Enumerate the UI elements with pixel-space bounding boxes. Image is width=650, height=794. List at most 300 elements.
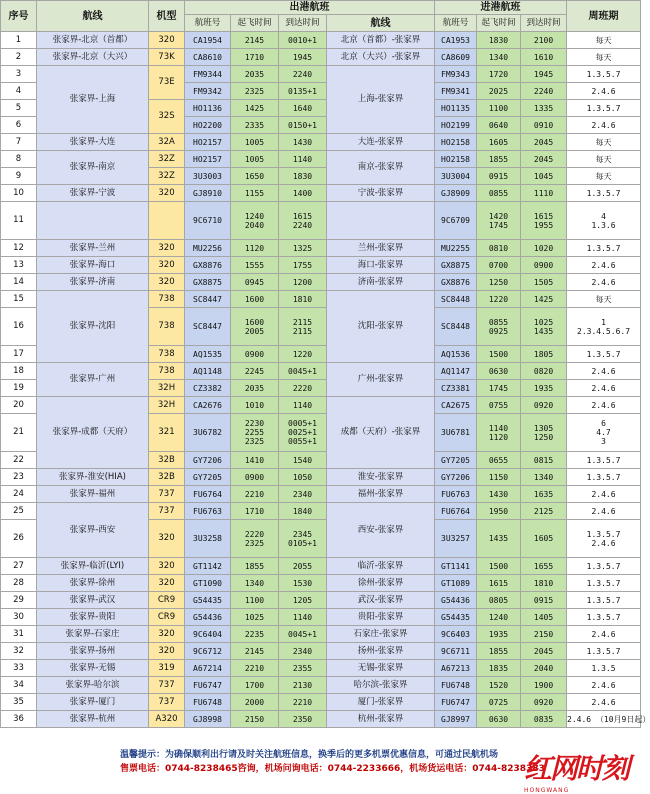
flight-no-in-cell: HO2158: [435, 151, 477, 168]
flight-no-in-cell: 9C6709: [435, 202, 477, 240]
aircraft-model-cell: 320: [149, 274, 185, 291]
dep-time-cell: 2210: [231, 660, 279, 677]
header-dep-time: 起飞时间: [231, 15, 279, 32]
dep-time-cell: 2000: [231, 694, 279, 711]
flight-no-cell: HO2200: [185, 117, 231, 134]
aircraft-model-cell: 320: [149, 32, 185, 49]
dep-time-in-cell: 1615: [477, 575, 521, 592]
dep-time-in-cell: 1240: [477, 609, 521, 626]
flight-no-cell: FM9342: [185, 83, 231, 100]
sub-dep: 2325: [244, 538, 265, 548]
flight-no-cell: CA2676: [185, 397, 231, 414]
flight-no-cell: 3U3258: [185, 520, 231, 558]
aircraft-model-cell: 320: [149, 626, 185, 643]
arr-time-cell: 1840: [279, 503, 327, 520]
arr-time-in-cell: [521, 414, 567, 452]
flight-no-cell: GT1142: [185, 558, 231, 575]
header-arr-time-in: 到达时间: [521, 15, 567, 32]
weekday-cell: 2.4.6 （10月9日起）: [567, 711, 641, 728]
dep-time-cell: 1025: [231, 609, 279, 626]
flight-no-cell: CA8610: [185, 49, 231, 66]
flight-no-cell: 3U3003: [185, 168, 231, 185]
sub-arr: 1615: [533, 211, 554, 221]
dep-time-cell: 1710: [231, 503, 279, 520]
dep-time-in-cell: 0915: [477, 168, 521, 185]
arr-time-cell: 0010+1: [279, 32, 327, 49]
table-row: [1, 202, 641, 240]
dep-time-in-cell: 1150: [477, 469, 521, 486]
dep-time-cell: 1340: [231, 575, 279, 592]
aircraft-model-cell: CR9: [149, 609, 185, 626]
table-row: [1, 66, 641, 83]
flight-no-in-cell: CZ3381: [435, 380, 477, 397]
seq-cell: 2: [1, 49, 37, 66]
footer: [0, 741, 640, 794]
dep-time-in-cell: 1250: [477, 274, 521, 291]
header-outbound: 出港航班: [185, 1, 435, 15]
table-row: [1, 397, 641, 414]
weekday-cell: 1.3.5.7: [567, 346, 641, 363]
route-in-cell: 广州-张家界: [327, 363, 435, 397]
route-in-cell: 贵阳-张家界: [327, 609, 435, 626]
flight-no-cell: G54435: [185, 592, 231, 609]
seq-cell: 36: [1, 711, 37, 728]
flight-no-cell: HO2157: [185, 134, 231, 151]
weekday-cell: 每天: [567, 151, 641, 168]
route-out-cell: 张家界-无锡: [37, 660, 149, 677]
dep-time-cell: 1005: [231, 134, 279, 151]
seq-cell: 4: [1, 83, 37, 100]
weekday-cell: 2.4.6: [567, 274, 641, 291]
flight-no-in-cell: 3U3004: [435, 168, 477, 185]
dep-time-in-cell: 0810: [477, 240, 521, 257]
flight-no-cell: AQ1535: [185, 346, 231, 363]
dep-time-in-cell: 1935: [477, 626, 521, 643]
flight-no-cell: A67214: [185, 660, 231, 677]
flight-no-in-cell: FU6747: [435, 694, 477, 711]
arr-time-cell: 2210: [279, 694, 327, 711]
aircraft-model-cell: 738: [149, 308, 185, 346]
route-out-cell: 张家界-上海: [37, 66, 149, 134]
flight-no-cell: SC8447: [185, 291, 231, 308]
dep-time-cell: 1155: [231, 185, 279, 202]
arr-time-cell: 1140: [279, 609, 327, 626]
arr-time-cell: 1640: [279, 100, 327, 117]
weekday-cell: 1.3.5.7: [567, 469, 641, 486]
aircraft-model-cell: 32Z: [149, 151, 185, 168]
arr-time-in-cell: [521, 308, 567, 346]
arr-time-in-cell: 1110: [521, 185, 567, 202]
dep-time-in-cell: 1830: [477, 32, 521, 49]
route-out-cell: 张家界-广州: [37, 363, 149, 397]
arr-time-cell: 1200: [279, 274, 327, 291]
arr-time-cell: 2350: [279, 711, 327, 728]
flight-no-in-cell: SC8448: [435, 291, 477, 308]
aircraft-model-cell: 738: [149, 346, 185, 363]
arr-time-cell: 1140: [279, 151, 327, 168]
dep-time-cell: 0945: [231, 274, 279, 291]
flight-no-cell: 3U6782: [185, 414, 231, 452]
flight-no-in-cell: FU6763: [435, 486, 477, 503]
table-row: [1, 486, 641, 503]
flight-no-cell: CA1954: [185, 32, 231, 49]
flight-no-cell: FU6748: [185, 694, 231, 711]
seq-cell: 20: [1, 397, 37, 414]
dep-time-cell: 1710: [231, 49, 279, 66]
arr-time-in-cell: 1405: [521, 609, 567, 626]
dep-time-cell: 1100: [231, 592, 279, 609]
dep-time-cell: 1555: [231, 257, 279, 274]
route-in-cell: 北京（首都）-张家界: [327, 32, 435, 49]
weekday-cell: 1.3.5.7: [567, 240, 641, 257]
dep-time-in-cell: 0755: [477, 397, 521, 414]
table-row: [1, 240, 641, 257]
seq-cell: 8: [1, 151, 37, 168]
table-row: [1, 469, 641, 486]
weekday-cell: 每天: [567, 32, 641, 49]
arr-time-in-cell: 0820: [521, 363, 567, 380]
flight-no-in-cell: HO2199: [435, 117, 477, 134]
arr-time-cell: 2340: [279, 486, 327, 503]
route-out-cell: 张家界-临沂(LYI): [37, 558, 149, 575]
flight-no-in-cell: FM9341: [435, 83, 477, 100]
seq-cell: 35: [1, 694, 37, 711]
flight-no-in-cell: CA8609: [435, 49, 477, 66]
arr-time-in-cell: 1635: [521, 486, 567, 503]
arr-time-in-cell: 2045: [521, 643, 567, 660]
weekday-cell: 2.4.6: [567, 677, 641, 694]
route-in-cell: 徐州-张家界: [327, 575, 435, 592]
weekday-cell: [567, 308, 641, 346]
seq-cell: 16: [1, 308, 37, 346]
dep-time-in-cell: 0855: [477, 185, 521, 202]
dep-time-in-cell: 2025: [477, 83, 521, 100]
arr-time-in-cell: 1805: [521, 346, 567, 363]
route-out-cell: 张家界-厦门: [37, 694, 149, 711]
flight-no-in-cell: GY7205: [435, 452, 477, 469]
arr-time-in-cell: 1335: [521, 100, 567, 117]
seq-cell: 21: [1, 414, 37, 452]
header-inbound: 进港航班: [435, 1, 567, 15]
route-out-cell: 张家界-兰州: [37, 240, 149, 257]
header-dep-time-in: 起飞时间: [477, 15, 521, 32]
flight-no-in-cell: GY7206: [435, 469, 477, 486]
route-out-cell: 张家界-哈尔滨: [37, 677, 149, 694]
sub-wk: 6: [601, 419, 606, 428]
sub-arr: 1605: [533, 534, 554, 543]
logo-subtext: HONGWANG: [524, 787, 570, 794]
arr-time-cell: 1205: [279, 592, 327, 609]
weekday-cell: 2.4.6: [567, 257, 641, 274]
seq-cell: 28: [1, 575, 37, 592]
table-row: [1, 711, 641, 728]
route-in-cell: 西安-张家界: [327, 503, 435, 558]
seq-cell: 29: [1, 592, 37, 609]
dep-time-in-cell: 1855: [477, 643, 521, 660]
aircraft-model-cell: 32H: [149, 397, 185, 414]
flight-no-in-cell: 9C6711: [435, 643, 477, 660]
aircraft-model-cell: 320: [149, 643, 185, 660]
weekday-cell: 2.4.6: [567, 503, 641, 520]
route-out-cell: 张家界-北京（大兴）: [37, 49, 149, 66]
route-in-cell: 宁波-张家界: [327, 185, 435, 202]
seq-cell: 17: [1, 346, 37, 363]
weekday-cell: 2.4.6: [567, 380, 641, 397]
aircraft-model-cell: 320: [149, 575, 185, 592]
dep-time-cell: [231, 520, 279, 558]
arr-time-cell: 0135+1: [279, 83, 327, 100]
dep-time-cell: 1010: [231, 397, 279, 414]
arr-time-cell: 0045+1: [279, 363, 327, 380]
arr-time-cell: 2355: [279, 660, 327, 677]
arr-time-cell: 1945: [279, 49, 327, 66]
route-out-cell: 张家界-北京（首都）: [37, 32, 149, 49]
dep-time-in-cell: [477, 202, 521, 240]
seq-cell: 23: [1, 469, 37, 486]
route-out-cell: 张家界-宁波: [37, 185, 149, 202]
table-row: [1, 643, 641, 660]
route-out-cell: 张家界-淮安(HIA): [37, 469, 149, 486]
dep-time-in-cell: 1720: [477, 66, 521, 83]
arr-time-in-cell: 0920: [521, 397, 567, 414]
seq-cell: 27: [1, 558, 37, 575]
flight-no-cell: HO1136: [185, 100, 231, 117]
sub-dep: 2325: [244, 437, 265, 446]
dep-time-in-cell: 1835: [477, 660, 521, 677]
arr-time-in-cell: 1610: [521, 49, 567, 66]
sub-arr: 0055+1: [288, 437, 317, 446]
weekday-cell: 1.3.5.7: [567, 66, 641, 83]
arr-time-in-cell: 0835: [521, 711, 567, 728]
sub-dep: 1435: [488, 534, 509, 543]
weekday-cell: 每天: [567, 168, 641, 185]
route-in-cell: 厦门-张家界: [327, 694, 435, 711]
route-out-cell: 张家界-贵阳: [37, 609, 149, 626]
arr-time-in-cell: 0815: [521, 452, 567, 469]
table-row: [1, 503, 641, 520]
dep-time-in-cell: 0700: [477, 257, 521, 274]
flight-no-in-cell: CA1953: [435, 32, 477, 49]
flight-no-cell: G54436: [185, 609, 231, 626]
dep-time-in-cell: 1430: [477, 486, 521, 503]
weekday-cell: 2.4.6: [567, 117, 641, 134]
sub-dep: 0925: [488, 326, 509, 336]
dep-time-cell: 0900: [231, 346, 279, 363]
route-out-cell: 张家界-海口: [37, 257, 149, 274]
sub-wk: 1: [601, 317, 606, 327]
dep-time-in-cell: 1100: [477, 100, 521, 117]
aircraft-model-cell: 737: [149, 503, 185, 520]
sub-arr: 0105+1: [288, 538, 317, 548]
seq-cell: 31: [1, 626, 37, 643]
flight-no-in-cell: CA2675: [435, 397, 477, 414]
route-out-cell: 张家界-沈阳: [37, 291, 149, 363]
weekday-cell: 2.4.6: [567, 397, 641, 414]
flight-no-cell: FU6747: [185, 677, 231, 694]
weekday-cell: 1.3.5.7: [567, 609, 641, 626]
arr-time-in-cell: 2150: [521, 626, 567, 643]
flight-no-cell: HO2157: [185, 151, 231, 168]
flight-no-in-cell: 3U6781: [435, 414, 477, 452]
dep-time-cell: 1425: [231, 100, 279, 117]
dep-time-cell: 2145: [231, 32, 279, 49]
table-row: [1, 291, 641, 308]
sub-dep: 2255: [244, 428, 265, 437]
flight-no-in-cell: G54435: [435, 609, 477, 626]
arr-time-cell: [279, 202, 327, 240]
dep-time-cell: 0900: [231, 469, 279, 486]
route-in-cell: 哈尔滨-张家界: [327, 677, 435, 694]
route-in-cell: 济南-张家界: [327, 274, 435, 291]
weekday-cell: 1.3.5.7: [567, 558, 641, 575]
aircraft-model-cell: 32Z: [149, 168, 185, 185]
sub-arr: 2115: [292, 317, 313, 327]
arr-time-cell: 2220: [279, 380, 327, 397]
route-in-cell: [327, 202, 435, 240]
header-route-in: 航线: [327, 15, 435, 32]
route-in-cell: 无锡-张家界: [327, 660, 435, 677]
arr-time-in-cell: 2100: [521, 32, 567, 49]
route-out-cell: 张家界-济南: [37, 274, 149, 291]
arr-time-cell: 1220: [279, 346, 327, 363]
table-row: [1, 694, 641, 711]
sub-dep: 2230: [244, 419, 265, 428]
aircraft-model-cell: 73K: [149, 49, 185, 66]
sub-dep: 1745: [488, 220, 509, 230]
arr-time-in-cell: 1045: [521, 168, 567, 185]
aircraft-model-cell: 737: [149, 694, 185, 711]
flight-no-in-cell: GT1089: [435, 575, 477, 592]
aircraft-model-cell: 32A: [149, 134, 185, 151]
sub-wk: 3: [601, 437, 606, 446]
aircraft-model-cell: A320: [149, 711, 185, 728]
arr-time-cell: 0150+1: [279, 117, 327, 134]
table-row: [1, 575, 641, 592]
arr-time-cell: [279, 308, 327, 346]
dep-time-in-cell: 1220: [477, 291, 521, 308]
flight-no-cell: 9C6710: [185, 202, 231, 240]
route-in-cell: 上海-张家界: [327, 66, 435, 134]
dep-time-cell: 2335: [231, 117, 279, 134]
weekday-cell: 2.4.6: [567, 83, 641, 100]
flight-no-in-cell: AQ1147: [435, 363, 477, 380]
flight-no-cell: MU2256: [185, 240, 231, 257]
flight-no-cell: CZ3382: [185, 380, 231, 397]
seq-cell: 5: [1, 100, 37, 117]
footer-phones: 售票电话：0744-8238465咨询，机场问询电话：0744-2233666，机场货运电话：0744-8238383: [120, 764, 545, 774]
arr-time-cell: 1400: [279, 185, 327, 202]
table-row: [1, 274, 641, 291]
route-in-cell: 沈阳-张家界: [327, 291, 435, 363]
weekday-cell: [567, 202, 641, 240]
route-in-cell: 成都（天府）-张家界: [327, 397, 435, 469]
route-in-cell: 武汉-张家界: [327, 592, 435, 609]
sub-dep: 2220: [244, 529, 265, 539]
flight-no-cell: GX8875: [185, 274, 231, 291]
flight-no-in-cell: FM9343: [435, 66, 477, 83]
aircraft-model-cell: 320: [149, 257, 185, 274]
arr-time-cell: 1325: [279, 240, 327, 257]
weekday-cell: 1.3.5.7: [567, 452, 641, 469]
weekday-cell: [567, 414, 641, 452]
flight-no-cell: SC8447: [185, 308, 231, 346]
arr-time-cell: 1755: [279, 257, 327, 274]
arr-time-in-cell: 1935: [521, 380, 567, 397]
dep-time-in-cell: 1500: [477, 558, 521, 575]
dep-time-cell: 2145: [231, 643, 279, 660]
flight-no-cell: AQ1148: [185, 363, 231, 380]
aircraft-model-cell: 738: [149, 363, 185, 380]
table-row: [1, 609, 641, 626]
arr-time-in-cell: 1655: [521, 558, 567, 575]
logo-text: 红网时刻: [524, 752, 629, 785]
route-in-cell: 临沂-张家界: [327, 558, 435, 575]
aircraft-model-cell: 73E: [149, 66, 185, 100]
flight-no-cell: GJ8910: [185, 185, 231, 202]
sub-arr: 2240: [292, 220, 313, 230]
route-out-cell: 张家界-南京: [37, 151, 149, 185]
flight-no-cell: GY7205: [185, 469, 231, 486]
route-out-cell: 张家界-杭州: [37, 711, 149, 728]
weekday-cell: [567, 520, 641, 558]
arr-time-cell: 1530: [279, 575, 327, 592]
arr-time-cell: [279, 520, 327, 558]
weekday-cell: 2.4.6: [567, 694, 641, 711]
sub-wk: 1.3.6: [591, 220, 616, 230]
seq-cell: 34: [1, 677, 37, 694]
weekday-cell: 1.3.5.7: [567, 185, 641, 202]
footer-notice: 温馨提示：为确保顺利出行请及时关注航班信息，换季后的更多机票优惠信息，可通过民航机场: [120, 750, 499, 760]
sub-arr: 2345: [292, 529, 313, 539]
dep-time-cell: 1855: [231, 558, 279, 575]
dep-time-cell: 1005: [231, 151, 279, 168]
dep-time-in-cell: 0630: [477, 711, 521, 728]
route-in-cell: 石家庄-张家界: [327, 626, 435, 643]
flight-no-in-cell: GX8876: [435, 274, 477, 291]
dep-time-cell: [231, 414, 279, 452]
seq-cell: 33: [1, 660, 37, 677]
dep-time-in-cell: 0655: [477, 452, 521, 469]
table-row: [1, 677, 641, 694]
aircraft-model-cell: 738: [149, 291, 185, 308]
seq-cell: 30: [1, 609, 37, 626]
dep-time-cell: 2245: [231, 363, 279, 380]
arr-time-in-cell: 2240: [521, 83, 567, 100]
dep-time-cell: 2325: [231, 83, 279, 100]
flight-no-in-cell: GT1141: [435, 558, 477, 575]
aircraft-model-cell: 320: [149, 558, 185, 575]
arr-time-in-cell: 0900: [521, 257, 567, 274]
seq-cell: 15: [1, 291, 37, 308]
table-row: [1, 558, 641, 575]
seq-cell: 12: [1, 240, 37, 257]
table-row: [1, 185, 641, 202]
table-row: [1, 32, 641, 49]
dep-time-cell: 2210: [231, 486, 279, 503]
sub-dep: 1240: [244, 211, 265, 221]
arr-time-cell: 1810: [279, 291, 327, 308]
arr-time-cell: 1140: [279, 397, 327, 414]
flight-no-in-cell: FU6748: [435, 677, 477, 694]
sub-arr: 1025: [533, 317, 554, 327]
dep-time-in-cell: 0640: [477, 117, 521, 134]
route-out-cell: 张家界-扬州: [37, 643, 149, 660]
arr-time-cell: 2240: [279, 66, 327, 83]
aircraft-model-cell: 320: [149, 185, 185, 202]
arr-time-in-cell: 1340: [521, 469, 567, 486]
dep-time-in-cell: 1950: [477, 503, 521, 520]
table-row: [1, 660, 641, 677]
